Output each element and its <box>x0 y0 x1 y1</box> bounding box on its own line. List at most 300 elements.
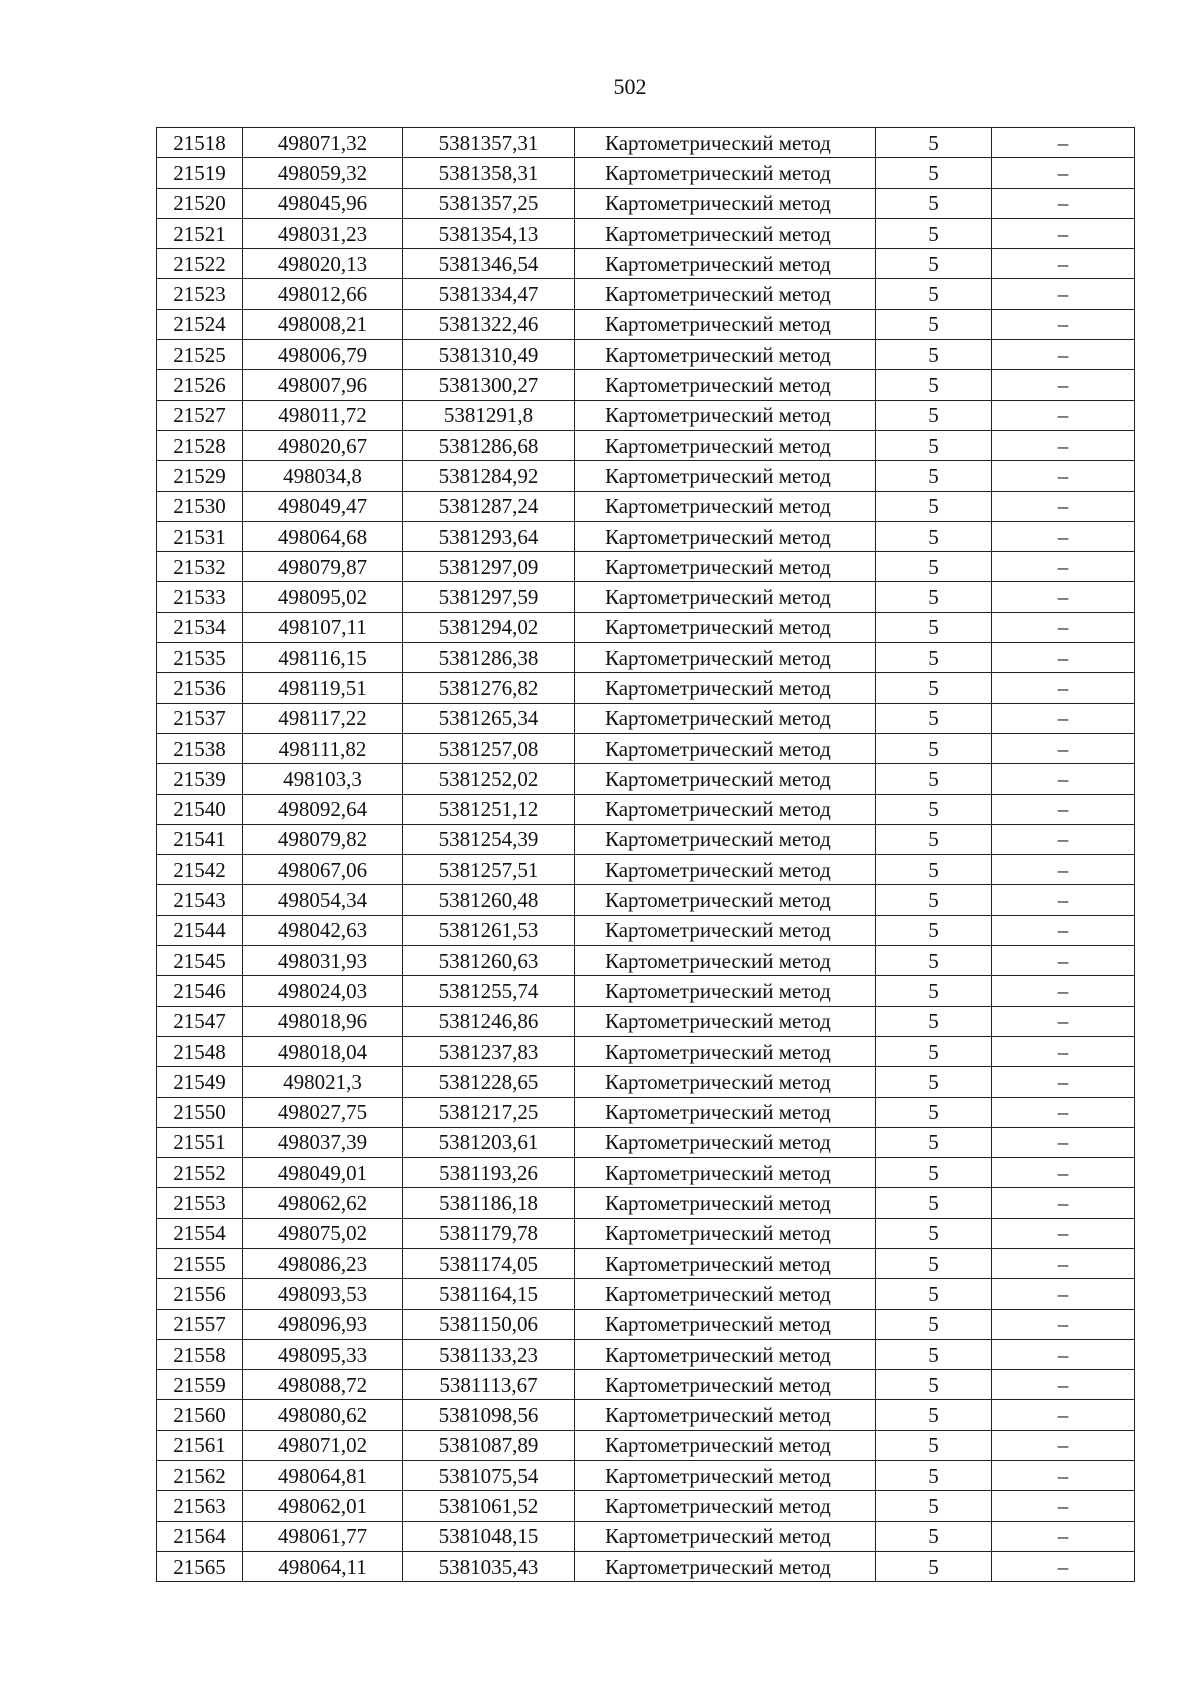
x-coordinate-cell: 498064,68 <box>243 521 403 551</box>
accuracy-cell: 5 <box>876 1430 992 1460</box>
note-cell: – <box>992 976 1135 1006</box>
point-number-cell: 21527 <box>157 400 243 430</box>
y-coordinate-cell: 5381276,82 <box>403 673 575 703</box>
table-row <box>157 1400 1135 1430</box>
y-coordinate-cell: 5381294,02 <box>403 612 575 642</box>
x-coordinate-cell: 498092,64 <box>243 794 403 824</box>
table-row <box>157 1127 1135 1157</box>
point-number-cell: 21547 <box>157 1006 243 1036</box>
method-cell: Картометрический метод <box>575 643 876 673</box>
note-cell: – <box>992 158 1135 188</box>
point-number-cell: 21543 <box>157 885 243 915</box>
x-coordinate-cell: 498031,93 <box>243 946 403 976</box>
accuracy-cell: 5 <box>876 370 992 400</box>
note-cell: – <box>992 612 1135 642</box>
x-coordinate-cell: 498062,62 <box>243 1188 403 1218</box>
x-coordinate-cell: 498088,72 <box>243 1370 403 1400</box>
accuracy-cell: 5 <box>876 1309 992 1339</box>
y-coordinate-cell: 5381186,18 <box>403 1188 575 1218</box>
note-cell: – <box>992 1400 1135 1430</box>
y-coordinate-cell: 5381284,92 <box>403 461 575 491</box>
note-cell: – <box>992 1491 1135 1521</box>
note-cell: – <box>992 946 1135 976</box>
accuracy-cell: 5 <box>876 1491 992 1521</box>
note-cell: – <box>992 673 1135 703</box>
x-coordinate-cell: 498006,79 <box>243 340 403 370</box>
method-cell: Картометрический метод <box>575 400 876 430</box>
accuracy-cell: 5 <box>876 1158 992 1188</box>
accuracy-cell: 5 <box>876 733 992 763</box>
method-cell: Картометрический метод <box>575 249 876 279</box>
point-number-cell: 21525 <box>157 340 243 370</box>
point-number-cell: 21558 <box>157 1339 243 1369</box>
x-coordinate-cell: 498049,01 <box>243 1158 403 1188</box>
method-cell: Картометрический метод <box>575 855 876 885</box>
note-cell: – <box>992 188 1135 218</box>
note-cell: – <box>992 824 1135 854</box>
method-cell: Картометрический метод <box>575 915 876 945</box>
point-number-cell: 21534 <box>157 612 243 642</box>
y-coordinate-cell: 5381300,27 <box>403 370 575 400</box>
point-number-cell: 21545 <box>157 946 243 976</box>
table-row <box>157 1551 1135 1581</box>
method-cell: Картометрический метод <box>575 340 876 370</box>
x-coordinate-cell: 498107,11 <box>243 612 403 642</box>
x-coordinate-cell: 498103,3 <box>243 764 403 794</box>
method-cell: Картометрический метод <box>575 1188 876 1218</box>
method-cell: Картометрический метод <box>575 188 876 218</box>
y-coordinate-cell: 5381291,8 <box>403 400 575 430</box>
accuracy-cell: 5 <box>876 1279 992 1309</box>
method-cell: Картометрический метод <box>575 1430 876 1460</box>
y-coordinate-cell: 5381297,09 <box>403 552 575 582</box>
table-row <box>157 1309 1135 1339</box>
note-cell: – <box>992 1067 1135 1097</box>
x-coordinate-cell: 498021,3 <box>243 1067 403 1097</box>
y-coordinate-cell: 5381287,24 <box>403 491 575 521</box>
table-row <box>157 188 1135 218</box>
note-cell: – <box>992 1218 1135 1248</box>
note-cell: – <box>992 1430 1135 1460</box>
point-number-cell: 21565 <box>157 1551 243 1581</box>
method-cell: Картометрический метод <box>575 1461 876 1491</box>
method-cell: Картометрический метод <box>575 1158 876 1188</box>
method-cell: Картометрический метод <box>575 461 876 491</box>
point-number-cell: 21519 <box>157 158 243 188</box>
y-coordinate-cell: 5381087,89 <box>403 1430 575 1460</box>
point-number-cell: 21533 <box>157 582 243 612</box>
y-coordinate-cell: 5381293,64 <box>403 521 575 551</box>
method-cell: Картометрический метод <box>575 1370 876 1400</box>
method-cell: Картометрический метод <box>575 1067 876 1097</box>
x-coordinate-cell: 498064,81 <box>243 1461 403 1491</box>
y-coordinate-cell: 5381035,43 <box>403 1551 575 1581</box>
method-cell: Картометрический метод <box>575 1097 876 1127</box>
accuracy-cell: 5 <box>876 855 992 885</box>
accuracy-cell: 5 <box>876 279 992 309</box>
table-row <box>157 764 1135 794</box>
y-coordinate-cell: 5381286,38 <box>403 643 575 673</box>
x-coordinate-cell: 498111,82 <box>243 733 403 763</box>
y-coordinate-cell: 5381265,34 <box>403 703 575 733</box>
point-number-cell: 21563 <box>157 1491 243 1521</box>
point-number-cell: 21561 <box>157 1430 243 1460</box>
point-number-cell: 21523 <box>157 279 243 309</box>
page-number: 502 <box>613 74 647 99</box>
method-cell: Картометрический метод <box>575 1521 876 1551</box>
point-number-cell: 21535 <box>157 643 243 673</box>
x-coordinate-cell: 498018,96 <box>243 1006 403 1036</box>
x-coordinate-cell: 498080,62 <box>243 1400 403 1430</box>
point-number-cell: 21560 <box>157 1400 243 1430</box>
table-row <box>157 128 1135 158</box>
y-coordinate-cell: 5381237,83 <box>403 1036 575 1066</box>
method-cell: Картометрический метод <box>575 552 876 582</box>
x-coordinate-cell: 498117,22 <box>243 703 403 733</box>
table-row <box>157 218 1135 248</box>
table-row <box>157 915 1135 945</box>
x-coordinate-cell: 498095,02 <box>243 582 403 612</box>
note-cell: – <box>992 309 1135 339</box>
note-cell: – <box>992 491 1135 521</box>
accuracy-cell: 5 <box>876 1370 992 1400</box>
point-number-cell: 21555 <box>157 1248 243 1278</box>
point-number-cell: 21551 <box>157 1127 243 1157</box>
table-row <box>157 1036 1135 1066</box>
accuracy-cell: 5 <box>876 1036 992 1066</box>
method-cell: Картометрический метод <box>575 128 876 158</box>
point-number-cell: 21531 <box>157 521 243 551</box>
accuracy-cell: 5 <box>876 218 992 248</box>
note-cell: – <box>992 218 1135 248</box>
method-cell: Картометрический метод <box>575 582 876 612</box>
note-cell: – <box>992 552 1135 582</box>
point-number-cell: 21522 <box>157 249 243 279</box>
point-number-cell: 21552 <box>157 1158 243 1188</box>
table-row <box>157 673 1135 703</box>
y-coordinate-cell: 5381150,06 <box>403 1309 575 1339</box>
table-row <box>157 1097 1135 1127</box>
note-cell: – <box>992 1036 1135 1066</box>
method-cell: Картометрический метод <box>575 279 876 309</box>
table-row <box>157 1248 1135 1278</box>
table-row <box>157 733 1135 763</box>
method-cell: Картометрический метод <box>575 309 876 339</box>
point-number-cell: 21550 <box>157 1097 243 1127</box>
table-row <box>157 1461 1135 1491</box>
table-row <box>157 612 1135 642</box>
table-row <box>157 279 1135 309</box>
coordinates-table-body <box>157 128 1135 1582</box>
table-row <box>157 1158 1135 1188</box>
x-coordinate-cell: 498064,11 <box>243 1551 403 1581</box>
table-row <box>157 370 1135 400</box>
point-number-cell: 21528 <box>157 430 243 460</box>
note-cell: – <box>992 733 1135 763</box>
point-number-cell: 21559 <box>157 1370 243 1400</box>
x-coordinate-cell: 498061,77 <box>243 1521 403 1551</box>
method-cell: Картометрический метод <box>575 1400 876 1430</box>
y-coordinate-cell: 5381164,15 <box>403 1279 575 1309</box>
note-cell: – <box>992 340 1135 370</box>
point-number-cell: 21538 <box>157 733 243 763</box>
x-coordinate-cell: 498067,06 <box>243 855 403 885</box>
note-cell: – <box>992 1188 1135 1218</box>
table-row <box>157 1521 1135 1551</box>
method-cell: Картометрический метод <box>575 1551 876 1581</box>
x-coordinate-cell: 498093,53 <box>243 1279 403 1309</box>
x-coordinate-cell: 498007,96 <box>243 370 403 400</box>
table-row <box>157 552 1135 582</box>
accuracy-cell: 5 <box>876 552 992 582</box>
y-coordinate-cell: 5381048,15 <box>403 1521 575 1551</box>
y-coordinate-cell: 5381334,47 <box>403 279 575 309</box>
x-coordinate-cell: 498059,32 <box>243 158 403 188</box>
x-coordinate-cell: 498062,01 <box>243 1491 403 1521</box>
note-cell: – <box>992 128 1135 158</box>
y-coordinate-cell: 5381193,26 <box>403 1158 575 1188</box>
x-coordinate-cell: 498027,75 <box>243 1097 403 1127</box>
x-coordinate-cell: 498018,04 <box>243 1036 403 1066</box>
note-cell: – <box>992 1248 1135 1278</box>
method-cell: Картометрический метод <box>575 1006 876 1036</box>
table-row <box>157 1491 1135 1521</box>
table-row <box>157 1279 1135 1309</box>
note-cell: – <box>992 249 1135 279</box>
accuracy-cell: 5 <box>876 1097 992 1127</box>
x-coordinate-cell: 498086,23 <box>243 1248 403 1278</box>
x-coordinate-cell: 498020,13 <box>243 249 403 279</box>
point-number-cell: 21548 <box>157 1036 243 1066</box>
table-row <box>157 643 1135 673</box>
table-row <box>157 703 1135 733</box>
note-cell: – <box>992 1279 1135 1309</box>
note-cell: – <box>992 1097 1135 1127</box>
accuracy-cell: 5 <box>876 491 992 521</box>
table-row <box>157 885 1135 915</box>
y-coordinate-cell: 5381255,74 <box>403 976 575 1006</box>
note-cell: – <box>992 1309 1135 1339</box>
table-row <box>157 855 1135 885</box>
x-coordinate-cell: 498045,96 <box>243 188 403 218</box>
method-cell: Картометрический метод <box>575 1279 876 1309</box>
accuracy-cell: 5 <box>876 582 992 612</box>
accuracy-cell: 5 <box>876 1127 992 1157</box>
accuracy-cell: 5 <box>876 885 992 915</box>
point-number-cell: 21524 <box>157 309 243 339</box>
accuracy-cell: 5 <box>876 430 992 460</box>
point-number-cell: 21539 <box>157 764 243 794</box>
table-row <box>157 1218 1135 1248</box>
point-number-cell: 21554 <box>157 1218 243 1248</box>
note-cell: – <box>992 461 1135 491</box>
accuracy-cell: 5 <box>876 1521 992 1551</box>
x-coordinate-cell: 498011,72 <box>243 400 403 430</box>
note-cell: – <box>992 855 1135 885</box>
accuracy-cell: 5 <box>876 612 992 642</box>
x-coordinate-cell: 498012,66 <box>243 279 403 309</box>
table-row <box>157 249 1135 279</box>
table-row <box>157 521 1135 551</box>
table-row <box>157 1188 1135 1218</box>
y-coordinate-cell: 5381322,46 <box>403 309 575 339</box>
y-coordinate-cell: 5381310,49 <box>403 340 575 370</box>
method-cell: Картометрический метод <box>575 733 876 763</box>
y-coordinate-cell: 5381357,31 <box>403 128 575 158</box>
table-row <box>157 1067 1135 1097</box>
accuracy-cell: 5 <box>876 158 992 188</box>
table-row <box>157 400 1135 430</box>
method-cell: Картометрический метод <box>575 1248 876 1278</box>
method-cell: Картометрический метод <box>575 885 876 915</box>
accuracy-cell: 5 <box>876 915 992 945</box>
accuracy-cell: 5 <box>876 976 992 1006</box>
method-cell: Картометрический метод <box>575 1218 876 1248</box>
point-number-cell: 21546 <box>157 976 243 1006</box>
note-cell: – <box>992 521 1135 551</box>
table-row <box>157 582 1135 612</box>
x-coordinate-cell: 498037,39 <box>243 1127 403 1157</box>
x-coordinate-cell: 498119,51 <box>243 673 403 703</box>
accuracy-cell: 5 <box>876 128 992 158</box>
table-row <box>157 1339 1135 1369</box>
accuracy-cell: 5 <box>876 309 992 339</box>
x-coordinate-cell: 498020,67 <box>243 430 403 460</box>
point-number-cell: 21530 <box>157 491 243 521</box>
method-cell: Картометрический метод <box>575 824 876 854</box>
point-number-cell: 21549 <box>157 1067 243 1097</box>
x-coordinate-cell: 498034,8 <box>243 461 403 491</box>
y-coordinate-cell: 5381260,48 <box>403 885 575 915</box>
note-cell: – <box>992 430 1135 460</box>
x-coordinate-cell: 498075,02 <box>243 1218 403 1248</box>
point-number-cell: 21541 <box>157 824 243 854</box>
y-coordinate-cell: 5381133,23 <box>403 1339 575 1369</box>
method-cell: Картометрический метод <box>575 703 876 733</box>
accuracy-cell: 5 <box>876 1006 992 1036</box>
table-row <box>157 976 1135 1006</box>
point-number-cell: 21520 <box>157 188 243 218</box>
y-coordinate-cell: 5381346,54 <box>403 249 575 279</box>
point-number-cell: 21536 <box>157 673 243 703</box>
x-coordinate-cell: 498024,03 <box>243 976 403 1006</box>
point-number-cell: 21562 <box>157 1461 243 1491</box>
accuracy-cell: 5 <box>876 1551 992 1581</box>
table-row <box>157 1430 1135 1460</box>
y-coordinate-cell: 5381217,25 <box>403 1097 575 1127</box>
point-number-cell: 21544 <box>157 915 243 945</box>
point-number-cell: 21529 <box>157 461 243 491</box>
point-number-cell: 21540 <box>157 794 243 824</box>
table-row <box>157 461 1135 491</box>
note-cell: – <box>992 915 1135 945</box>
method-cell: Картометрический метод <box>575 794 876 824</box>
point-number-cell: 21564 <box>157 1521 243 1551</box>
y-coordinate-cell: 5381098,56 <box>403 1400 575 1430</box>
method-cell: Картометрический метод <box>575 158 876 188</box>
method-cell: Картометрический метод <box>575 1036 876 1066</box>
y-coordinate-cell: 5381260,63 <box>403 946 575 976</box>
method-cell: Картометрический метод <box>575 491 876 521</box>
accuracy-cell: 5 <box>876 703 992 733</box>
y-coordinate-cell: 5381228,65 <box>403 1067 575 1097</box>
accuracy-cell: 5 <box>876 461 992 491</box>
table-row <box>157 946 1135 976</box>
accuracy-cell: 5 <box>876 521 992 551</box>
point-number-cell: 21542 <box>157 855 243 885</box>
accuracy-cell: 5 <box>876 1188 992 1218</box>
accuracy-cell: 5 <box>876 1339 992 1369</box>
accuracy-cell: 5 <box>876 188 992 218</box>
y-coordinate-cell: 5381261,53 <box>403 915 575 945</box>
table-row <box>157 158 1135 188</box>
accuracy-cell: 5 <box>876 249 992 279</box>
y-coordinate-cell: 5381354,13 <box>403 218 575 248</box>
accuracy-cell: 5 <box>876 643 992 673</box>
y-coordinate-cell: 5381246,86 <box>403 1006 575 1036</box>
note-cell: – <box>992 794 1135 824</box>
x-coordinate-cell: 498031,23 <box>243 218 403 248</box>
y-coordinate-cell: 5381257,08 <box>403 733 575 763</box>
x-coordinate-cell: 498079,87 <box>243 552 403 582</box>
accuracy-cell: 5 <box>876 794 992 824</box>
accuracy-cell: 5 <box>876 400 992 430</box>
y-coordinate-cell: 5381358,31 <box>403 158 575 188</box>
method-cell: Картометрический метод <box>575 946 876 976</box>
note-cell: – <box>992 643 1135 673</box>
accuracy-cell: 5 <box>876 946 992 976</box>
y-coordinate-cell: 5381357,25 <box>403 188 575 218</box>
table-row <box>157 824 1135 854</box>
point-number-cell: 21557 <box>157 1309 243 1339</box>
point-number-cell: 21518 <box>157 128 243 158</box>
y-coordinate-cell: 5381113,67 <box>403 1370 575 1400</box>
method-cell: Картометрический метод <box>575 1127 876 1157</box>
note-cell: – <box>992 582 1135 612</box>
y-coordinate-cell: 5381174,05 <box>403 1248 575 1278</box>
y-coordinate-cell: 5381251,12 <box>403 794 575 824</box>
note-cell: – <box>992 885 1135 915</box>
coordinates-table <box>156 127 1135 1582</box>
method-cell: Картометрический метод <box>575 521 876 551</box>
x-coordinate-cell: 498042,63 <box>243 915 403 945</box>
note-cell: – <box>992 1006 1135 1036</box>
table-row <box>157 1006 1135 1036</box>
note-cell: – <box>992 1521 1135 1551</box>
method-cell: Картометрический метод <box>575 764 876 794</box>
note-cell: – <box>992 1158 1135 1188</box>
note-cell: – <box>992 1339 1135 1369</box>
y-coordinate-cell: 5381254,39 <box>403 824 575 854</box>
y-coordinate-cell: 5381297,59 <box>403 582 575 612</box>
point-number-cell: 21526 <box>157 370 243 400</box>
x-coordinate-cell: 498054,34 <box>243 885 403 915</box>
x-coordinate-cell: 498049,47 <box>243 491 403 521</box>
note-cell: – <box>992 279 1135 309</box>
note-cell: – <box>992 1370 1135 1400</box>
point-number-cell: 21553 <box>157 1188 243 1218</box>
accuracy-cell: 5 <box>876 340 992 370</box>
method-cell: Картометрический метод <box>575 612 876 642</box>
accuracy-cell: 5 <box>876 764 992 794</box>
y-coordinate-cell: 5381203,61 <box>403 1127 575 1157</box>
note-cell: – <box>992 1127 1135 1157</box>
note-cell: – <box>992 1461 1135 1491</box>
point-number-cell: 21537 <box>157 703 243 733</box>
note-cell: – <box>992 764 1135 794</box>
table-row <box>157 309 1135 339</box>
x-coordinate-cell: 498008,21 <box>243 309 403 339</box>
